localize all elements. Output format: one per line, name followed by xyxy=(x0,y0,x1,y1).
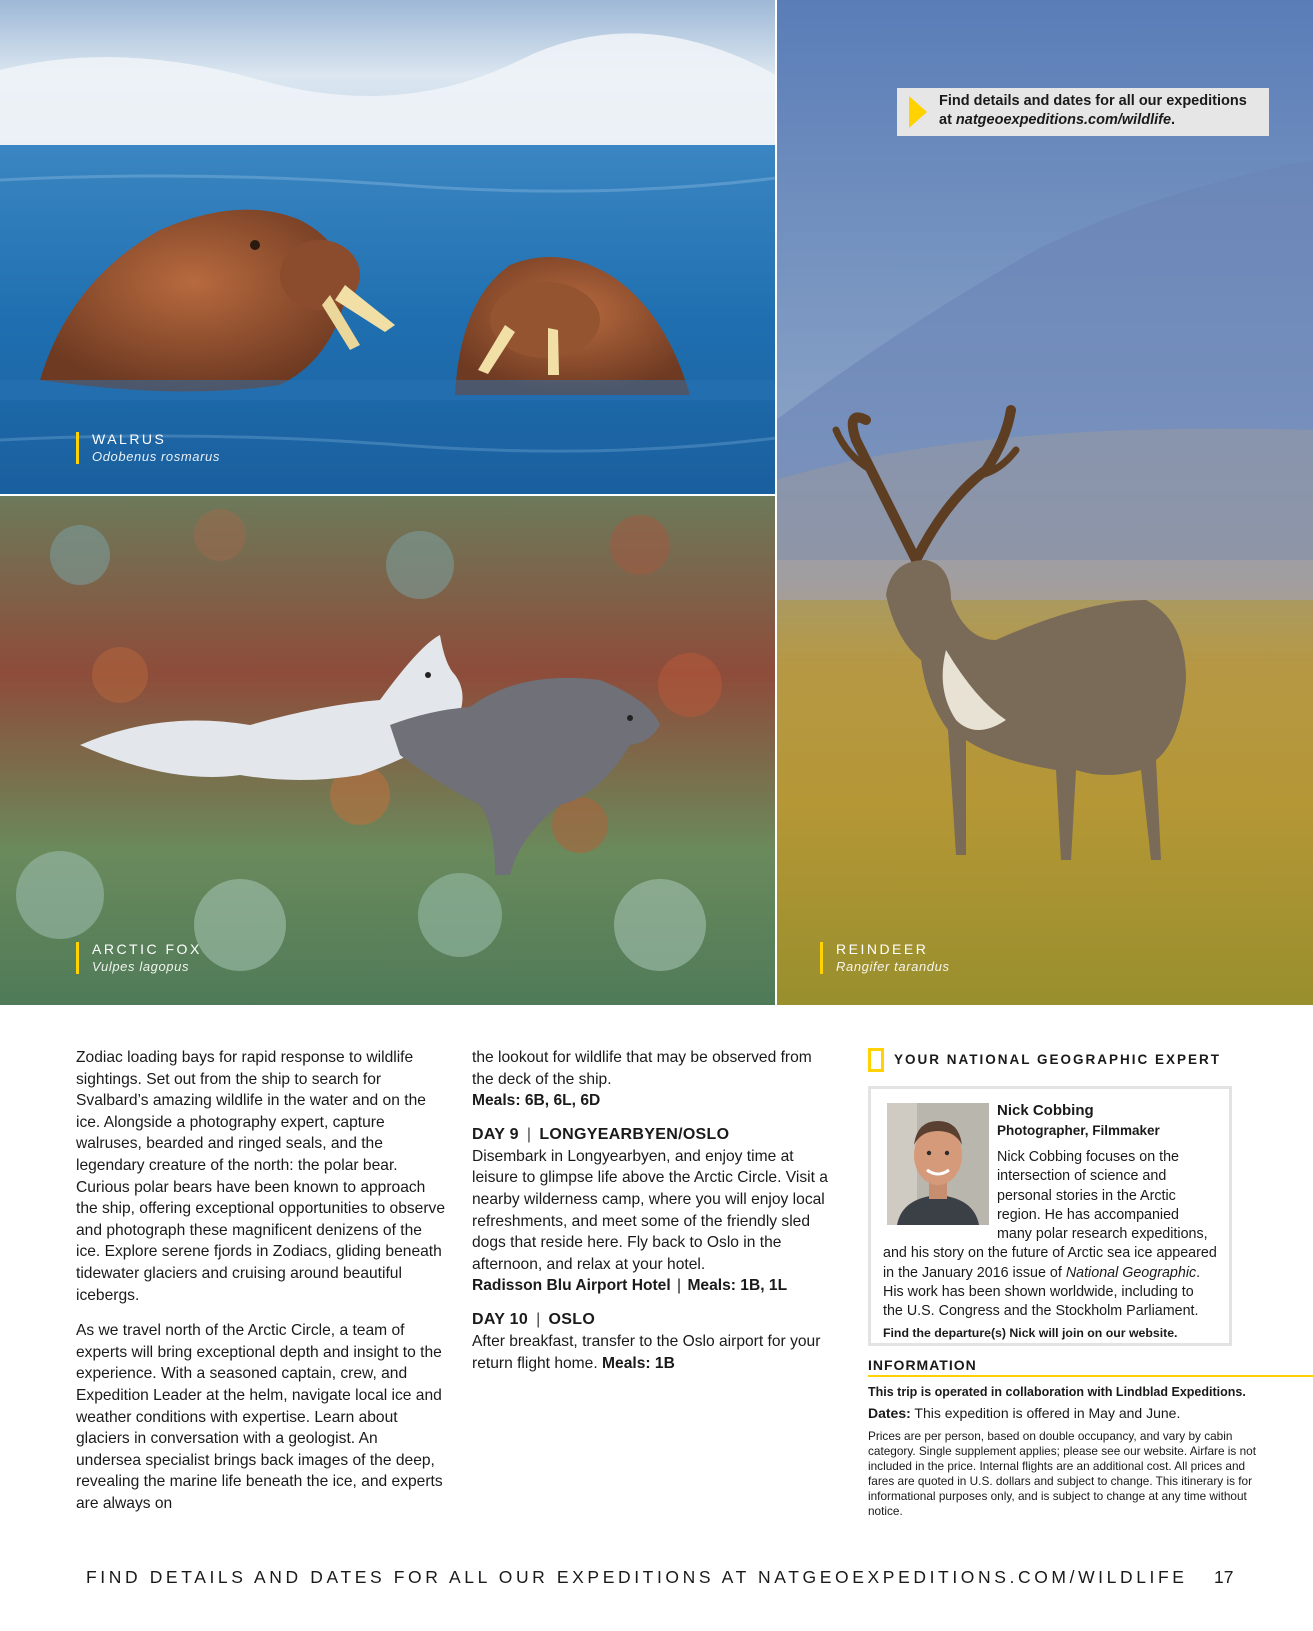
day-10-meals: Meals: 1B xyxy=(602,1354,675,1372)
reindeer-photo xyxy=(776,0,1313,1005)
expert-heading-text: YOUR NATIONAL GEOGRAPHIC EXPERT xyxy=(894,1052,1222,1067)
day-9-label: DAY 9 xyxy=(472,1125,519,1143)
information-operator: This trip is operated in collaboration with Lindblad Expeditions. xyxy=(868,1385,1246,1399)
reindeer-common-name: REINDEER xyxy=(836,941,929,957)
expeditions-callout xyxy=(897,88,1269,136)
reindeer-caption xyxy=(820,940,950,975)
callout-line-2 xyxy=(939,111,1259,130)
paragraph-experts: As we travel north of the Arctic Circle, a team of experts will bring exceptional depth and insight to the experience. With a seasoned captain, crew, and Expedition Leader at the helm, navigate local ice and weather conditions with expertise. Learn about glaciers in conversation with a geologist. An undersea specialist brings back images of the deep, revealing the marine life beneath the ice, and experts are always on xyxy=(76,1322,443,1512)
callout-line-1: Find details and dates for all our expeditions xyxy=(939,93,1247,109)
expert-bio-end: . His work has been shown worldwide, including to the U.S. Congress and the Stockholm Parliament. xyxy=(883,1264,1201,1320)
walrus-photo xyxy=(0,0,776,495)
day-9-hotel-line xyxy=(472,1275,837,1297)
information-body xyxy=(868,1384,1258,1518)
arctic-fox-caption xyxy=(76,940,202,975)
expert-bio-start: Nick Cobbing focuses on the intersection of science and personal stories in the Arctic region. He has accompanied many polar research expeditions, and his story on the future of Arctic sea ice appeared in the January 2016 issue of xyxy=(883,1149,1217,1281)
day-9-separator: | xyxy=(526,1125,532,1143)
day-9-heading xyxy=(472,1124,837,1146)
information-dates-label: Dates: xyxy=(868,1405,911,1421)
information-dates xyxy=(868,1403,1258,1423)
day-10-text-line xyxy=(472,1331,837,1374)
arctic-fox-latin-name: Vulpes lagopus xyxy=(92,959,190,974)
photo-divider-horizontal xyxy=(0,494,776,496)
arctic-fox-photo xyxy=(0,495,776,1005)
day-10-heading xyxy=(472,1309,837,1331)
callout-suffix: . xyxy=(1171,112,1176,128)
day-9-text: Disembark in Longyearbyen, and enjoy time at leisure to glimpse life above the Arctic Circle. Visit a nearby wilderness camp, where you will enjoy local refreshments, and meet some of the friendly sled dogs that reside here. Fly back to Oslo in the afternoon, and relax at your hotel. xyxy=(472,1147,828,1273)
page-number: 17 xyxy=(1214,1567,1234,1587)
expert-card xyxy=(868,1086,1232,1346)
walrus-common-name: WALRUS xyxy=(92,431,167,447)
paragraph-wildlife-sightings: Zodiac loading bays for rapid response to wildlife sightings. Set out from the ship to search for Svalbard’s amazing wildlife in the water and on the ice. Alongside a photography expert, capture walruses, bearded and ringed seals, and the legendary creature of the north: the polar bear. Curious polar bears have been known to approach the ship, offering exceptional opportunities to observe and photograph these magnificent denizens of the ice. Explore serene fjords in Zodiacs, gliding beneath tidewater glaciers and cruising around beautiful icebergs. xyxy=(76,1049,446,1304)
day-10-label: DAY 10 xyxy=(472,1310,529,1328)
walrus-caption xyxy=(76,430,220,465)
day-9-meals: Meals: 1B, 1L xyxy=(687,1277,788,1295)
body-column-1 xyxy=(76,1047,446,1528)
day-9-hotel-separator: | xyxy=(677,1277,682,1295)
information-fine-print: Prices are per person, based on double occupancy, and vary by cabin category. Single supplement applies; please see our website. Airfare is not included in the price. Internal flights are an additional cost. All prices and fares are quoted in U.S. dollars and subject to change. This itinerary is for informational purposes only, and is subject to change at any time without notice. xyxy=(868,1429,1256,1518)
walrus-latin-name: Odobenus rosmarus xyxy=(92,449,220,464)
play-arrow-icon xyxy=(909,96,927,128)
expert-portrait xyxy=(887,1103,989,1225)
callout-url-link[interactable]: natgeoexpeditions.com/wildlife xyxy=(955,112,1172,128)
day-9-place: LONGYEARBYEN/OSLO xyxy=(539,1125,730,1143)
photo-divider-vertical xyxy=(775,0,777,1005)
day-10-separator: | xyxy=(536,1310,541,1328)
paragraph-continued: the lookout for wildlife that may be observed from the deck of the ship. xyxy=(472,1049,812,1088)
expert-departures-link[interactable]: Find the departure(s) Nick will join on our website. xyxy=(883,1325,1178,1340)
reindeer-latin-name: Rangifer tarandus xyxy=(836,959,950,974)
expert-name: Nick Cobbing xyxy=(997,1102,1094,1119)
day-9-hotel: Radisson Blu Airport Hotel xyxy=(472,1277,671,1295)
callout-prefix: at xyxy=(939,112,956,128)
expert-bio-magazine: National Geographic xyxy=(1065,1264,1197,1281)
day-10-text: After breakfast, transfer to the Oslo airport for your return flight home. xyxy=(472,1332,821,1372)
nat-geo-border-logo-icon xyxy=(868,1048,884,1072)
expert-role: Photographer, Filmmaker xyxy=(997,1123,1160,1138)
arctic-fox-common-name: ARCTIC FOX xyxy=(92,941,202,957)
body-column-2 xyxy=(472,1047,837,1374)
information-dates-text: This expedition is offered in May and June. xyxy=(910,1405,1181,1421)
day-10-place: OSLO xyxy=(548,1310,596,1328)
expert-heading xyxy=(868,1048,1221,1072)
information-heading: INFORMATION xyxy=(868,1355,1313,1377)
footer-text: FIND DETAILS AND DATES FOR ALL OUR EXPEDITIONS AT NATGEOEXPEDITIONS.COM/WILDLIFE xyxy=(86,1567,1188,1587)
meals-day-8: Meals: 6B, 6L, 6D xyxy=(472,1092,601,1110)
